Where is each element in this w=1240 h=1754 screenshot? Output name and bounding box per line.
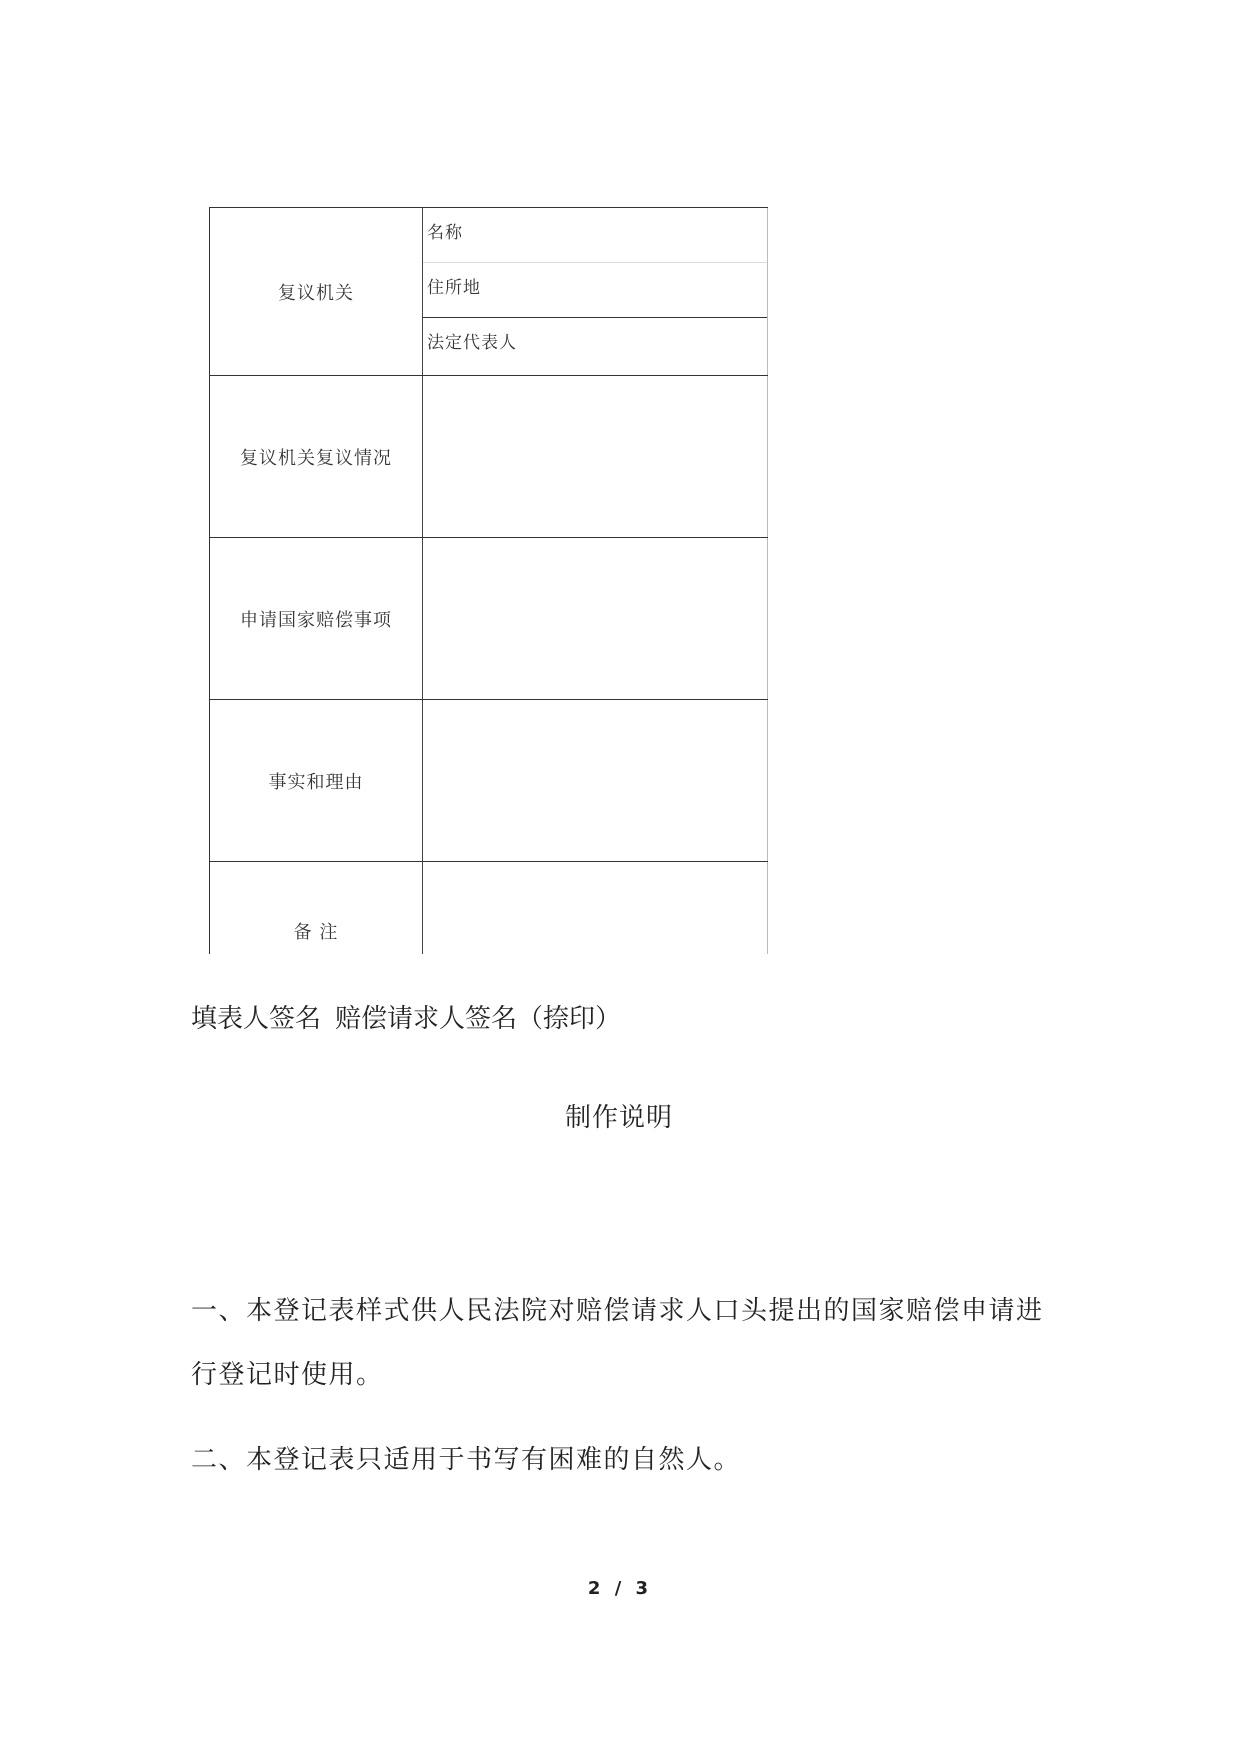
remarks-label: 备 注	[209, 862, 423, 954]
page-number	[0, 1578, 1240, 1599]
registration-form-table	[209, 207, 768, 954]
claimant-signature-label: 赔偿请求人签名（捺印）	[335, 1004, 622, 1034]
review-agency-fields	[423, 208, 768, 375]
claim-items-value[interactable]	[423, 538, 768, 699]
page-number-text: 2 / 3	[587, 1578, 653, 1599]
instruction-item-1: 一、本登记表样式供人民法院对赔偿请求人口头提出的国家赔偿申请进行登记时使用。	[191, 1296, 1044, 1390]
form-row-review-status	[209, 376, 768, 538]
claim-items-label: 申请国家赔偿事项	[209, 538, 423, 699]
instructions-title: 制作说明	[565, 1103, 674, 1133]
form-row-remarks	[209, 862, 768, 954]
facts-reasons-value[interactable]	[423, 700, 768, 861]
filler-signature-label: 填表人签名	[191, 1004, 322, 1034]
form-row-facts-reasons	[209, 700, 768, 862]
signature-line	[191, 998, 621, 1035]
review-agency-label: 复议机关	[209, 208, 423, 375]
remarks-value[interactable]	[423, 862, 768, 954]
review-status-label: 复议机关复议情况	[209, 376, 423, 537]
form-row-review-agency	[209, 207, 768, 376]
review-status-value[interactable]	[423, 376, 768, 537]
agency-legal-representative-field[interactable]: 法定代表人	[427, 333, 517, 353]
form-row-claim-items	[209, 538, 768, 700]
agency-address-field[interactable]: 住所地	[423, 263, 767, 318]
instruction-item-2: 二、本登记表只适用于书写有困难的自然人。	[191, 1445, 742, 1475]
facts-reasons-label: 事实和理由	[209, 700, 423, 861]
agency-name-field[interactable]: 名称	[423, 208, 767, 263]
